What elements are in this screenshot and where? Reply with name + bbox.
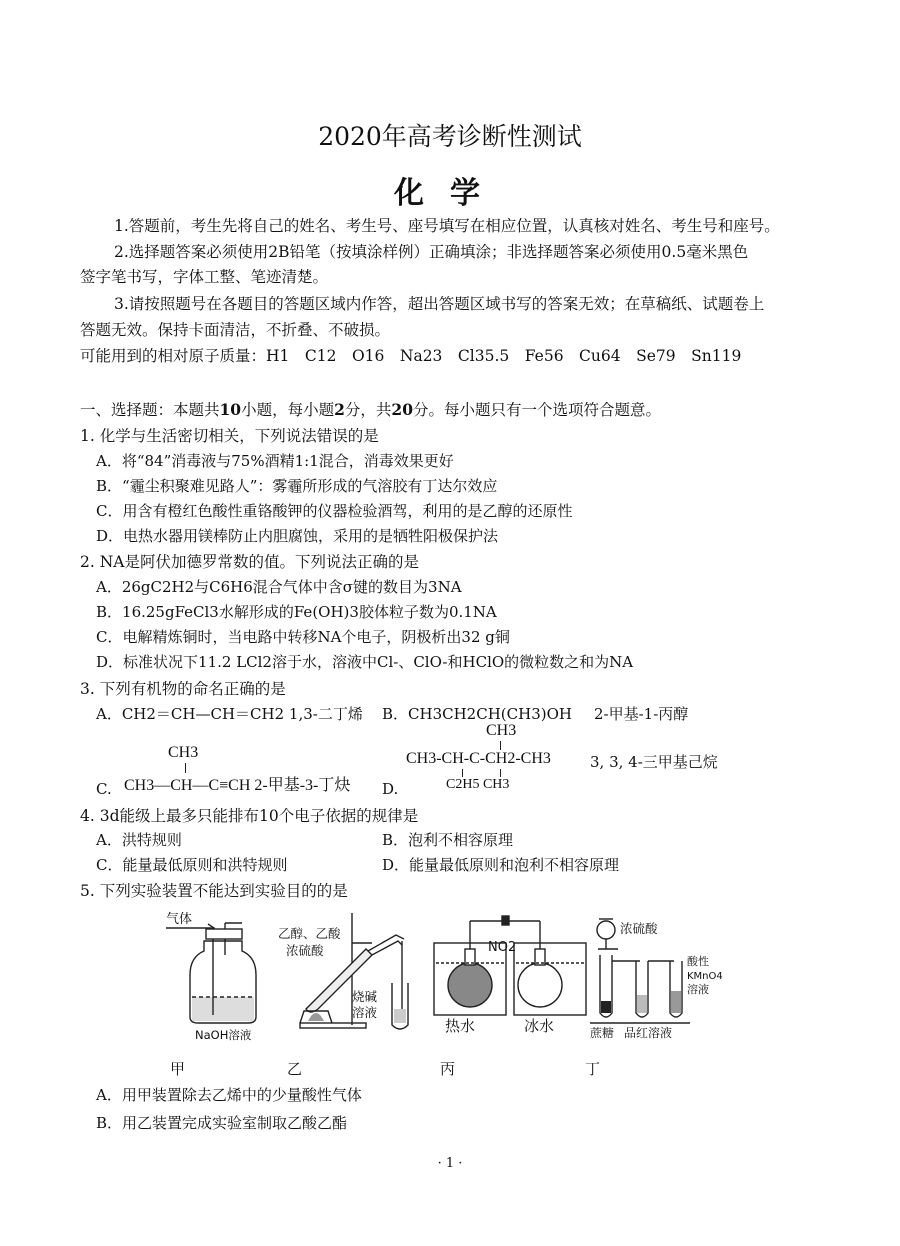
q3-option-c-label: C.	[96, 780, 112, 798]
q3-d-bond-left	[462, 769, 463, 777]
ding-red-label: 品红溶液	[624, 1026, 673, 1040]
q3-stem: 3. 下列有机物的命名正确的是	[80, 680, 286, 698]
instruction-1: 1.答题前，考生先将自己的姓名、考生号、座号填写在相应位置，认真核对姓名、考生号和座号。	[114, 217, 780, 235]
q5-apparatus-figure	[140, 905, 760, 1050]
apparatus-jia	[166, 911, 256, 1042]
yi-base-label-1: 烧碱	[352, 989, 378, 1004]
q2-option-b: B．16.25gFeCl3水解形成的Fe(OH)3胶体粒子数为0.1NA	[96, 603, 497, 621]
q4-stem: 4. 3d能级上最多只能排布10个电子依据的规律是	[80, 807, 419, 825]
q2-stem: 2. NA是阿伏加德罗常数的值。下列说法正确的是	[80, 553, 419, 571]
figure-label-bing: 丙	[440, 1060, 456, 1078]
apparatus-yi	[278, 913, 408, 1029]
subject-title: 化学	[394, 176, 506, 211]
q3-c-branch: CH3	[168, 744, 199, 761]
q3-d-bond-top	[500, 741, 501, 750]
q2-option-c: C．电解精炼铜时，当电路中转移NA个电子，阴极析出32 g铜	[96, 628, 510, 646]
q3-option-b-name: 2-甲基-1-丙醇	[594, 705, 689, 723]
ding-acid-label: 浓硫酸	[620, 921, 658, 936]
q3-option-d-label: D.	[382, 780, 399, 798]
instruction-3b: 答题无效。保持卡面清洁，不折叠、不破损。	[80, 321, 391, 339]
page-number: · 1 ·	[437, 1156, 463, 1171]
q1-option-c: C．用含有橙红色酸性重铬酸钾的仪器检验酒驾，利用的是乙醇的还原性	[96, 502, 573, 520]
q3-d-top: CH3	[486, 722, 517, 739]
apparatus-ding	[590, 919, 723, 1040]
q4-option-b: B．泡利不相容原理	[382, 831, 514, 849]
q5-option-a: A．用甲装置除去乙烯中的少量酸性气体	[96, 1086, 362, 1104]
bing-ice-label: 冰水	[524, 1017, 555, 1035]
bing-gas-label: NO2	[488, 940, 517, 955]
figure-label-jia: 甲	[170, 1060, 186, 1078]
section-heading: 一、选择题：本题共10小题，每小题2分，共20分。每小题只有一个选项符合题意。	[80, 400, 662, 419]
q3-option-d-name: 3, 3, 4-三甲基己烷	[590, 753, 718, 771]
q4-option-c: C．能量最低原则和洪特规则	[96, 856, 288, 874]
q4-option-d: D．能量最低原则和泡利不相容原理	[382, 856, 620, 874]
q1-option-d: D．电热水器用镁棒防止内胆腐蚀，采用的是牺牲阳极保护法	[96, 527, 499, 545]
instruction-2b: 签字笔书写，字体工整、笔迹清楚。	[80, 268, 329, 286]
q3-option-a: A．CH2＝CH—CH＝CH2 1,3-二丁烯	[96, 705, 363, 723]
page-title: 2020年高考诊断性测试	[318, 122, 582, 151]
ding-kmno4-label-1: 酸性	[687, 955, 709, 968]
jia-gas-label: 气体	[166, 912, 193, 927]
q3-d-bottom: C2H5 CH3	[446, 777, 510, 792]
bing-hot-label: 热水	[445, 1017, 476, 1035]
ding-kmno4-label-3: 溶液	[687, 983, 709, 996]
ding-sugar-label: 蔗糖	[590, 1026, 615, 1040]
yi-base-label-2: 溶液	[352, 1005, 378, 1020]
q1-stem: 1. 化学与生活密切相关，下列说法错误的是	[80, 427, 379, 445]
instruction-2a: 2.选择题答案必须使用2B铅笔（按填涂样例）正确填涂；非选择题答案必须使用0.5毫米黑色	[114, 243, 749, 261]
q4-option-a: A．洪特规则	[96, 831, 182, 849]
q2-option-d: D．标准状况下11.2 LCl2溶于水，溶液中Cl-、ClO-和HClO的微粒数之和为NA	[96, 653, 634, 671]
yi-acid-label: 浓硫酸	[286, 943, 324, 958]
figure-label-ding: 丁	[585, 1060, 601, 1078]
q1-option-a: A．将“84”消毒液与75%酒精1:1混合，消毒效果更好	[96, 452, 454, 470]
q3-option-c: CH3—CH—C≡CH 2-甲基-3-丁炔	[124, 777, 351, 794]
apparatus-bing	[434, 916, 586, 1035]
q3-d-bond-right	[500, 769, 501, 777]
ding-kmno4-label-2: KMnO4	[687, 971, 723, 982]
q5-stem: 5. 下列实验装置不能达到实验目的的是	[80, 882, 348, 900]
q5-option-b: B．用乙装置完成实验室制取乙酸乙酯	[96, 1114, 348, 1132]
q1-option-b: B．“霾尘积聚难见路人”：雾霾所形成的气溶胶有丁达尔效应	[96, 477, 498, 495]
atomic-masses: 可能用到的相对原子质量：H1 C12 O16 Na23 Cl35.5 Fe56 Cu64 Se79 Sn119	[80, 347, 742, 365]
jia-solution-label: NaOH溶液	[195, 1028, 252, 1042]
q3-option-d: CH3-CH-C-CH2-CH3	[406, 750, 551, 767]
figure-label-yi: 乙	[287, 1060, 303, 1078]
yi-reagent-label: 乙醇、乙酸	[278, 926, 341, 941]
q3-option-b: B．CH3CH2CH(CH3)OH	[382, 705, 572, 723]
instruction-3a: 3.请按照题号在各题目的答题区域内作答，超出答题区域书写的答案无效；在草稿纸、试题卷上	[114, 295, 765, 313]
q2-option-a: A．26gC2H2与C6H6混合气体中含σ键的数目为3NA	[96, 578, 462, 596]
